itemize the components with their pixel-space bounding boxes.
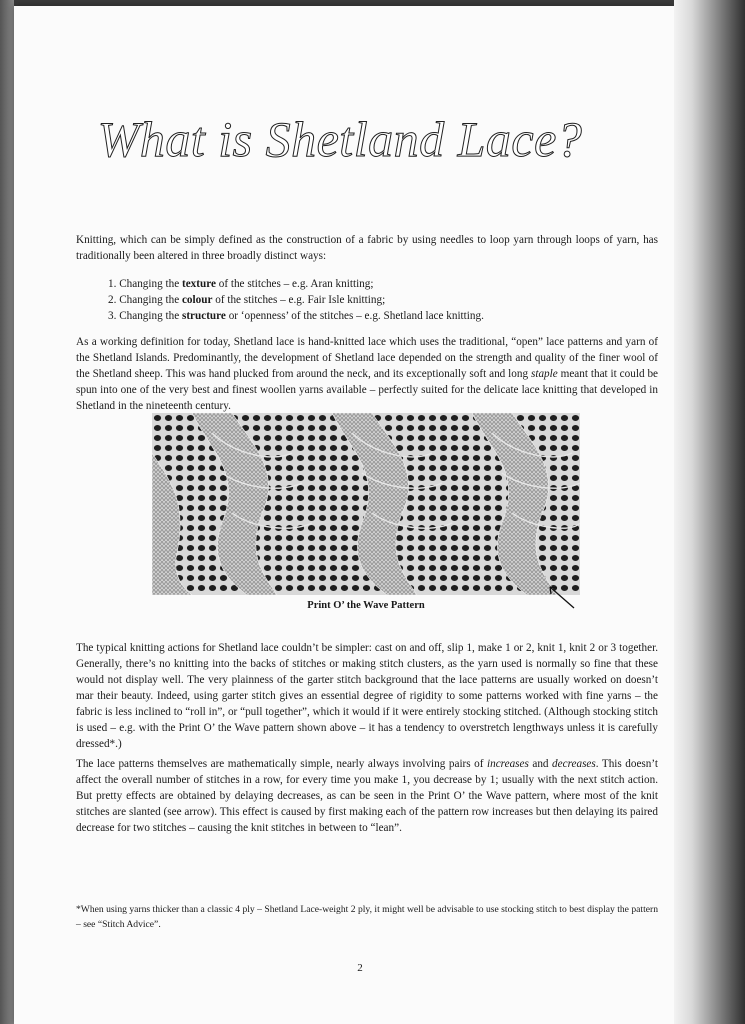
intro-paragraph: Knitting, which can be simply defined as the construction of a fabric by using needles to loop yarn through loops of yarn, has traditionally been altered in three broadly distinct ways: <box>76 234 658 262</box>
knitting-actions-paragraph: The typical knitting actions for Shetland lace couldn’t be simpler: cast on and off, slip 1, make 1 or 2, knit 1, knit 2 or 3 together. Generally, there’s no knitting into the backs of stitches or making stitch clusters, as the yarn used is normally so fine that these would not display well. The very plainness of the garter stitch background that the lace patterns are usually worked on doesn’t mar their beauty. Indeed, using garter stitch gives an essential degree of rigidity to some patterns worked with fine yarns – the fabric is less inclined to “roll in”, or “pull together”, which it would if it were entirely stocking stitched. (Although stocking stitch is used – e.g. with the Print O’ the Wave pattern shown above – it has a tendency to overstretch lengthways unless it is carefully dressed*.) <box>76 642 658 750</box>
figure-caption: Print O’ the Wave Pattern <box>307 600 425 611</box>
list-number: 2. <box>108 294 117 306</box>
book-spine-shadow <box>674 0 745 1024</box>
list-bold-term: structure <box>181 310 226 322</box>
list-item: 3. Changing the structure or ‘openness’ of the stitches – e.g. Shetland lace knitting. <box>108 310 484 322</box>
left-page-edge <box>0 0 14 1024</box>
list-bold-term: texture <box>181 278 216 290</box>
list-item: 2. Changing the colour of the stitches – e.g. Fair Isle knitting; <box>108 294 386 306</box>
lace-pattern-image <box>152 413 580 595</box>
list-item: 1. Changing the texture of the stitches – e.g. Aran knitting; <box>108 278 374 290</box>
definition-paragraph: As a working definition for today, Shetland lace is hand-knitted lace which uses the traditional, “open” lace patterns and yarn of the Shetland Islands. Predominantly, the development of Shetland lace depended on the strength and quality of the finer wool of the Shetland sheep. This was hand plucked from around the neck, and its exceptionally soft and long staple meant that it could be spun into one of the very best and finest woollen yarns available – perfectly suited for the delicate lace knitting that developed in Shetland in the nineteenth century. <box>76 336 658 412</box>
list-number: 3. <box>108 310 117 322</box>
page-title: What is Shetland Lace? <box>97 111 583 167</box>
methods-list <box>108 276 628 324</box>
page-number: 2 <box>357 962 363 974</box>
footnote: *When using yarns thicker than a classic 4 ply – Shetland Lace-weight 2 ply, it might well be advisable to use stocking stitch to best display the pattern – see “Stitch Advice”. <box>76 904 658 930</box>
list-number: 1. <box>108 278 117 290</box>
lace-pattern-photo <box>152 413 580 595</box>
lace-patterns-paragraph: The lace patterns themselves are mathematically simple, nearly always involving pairs of increases and decreases. This doesn’t affect the overall number of stitches in a row, for every time you make 1, you decrease by 1; usually with the next stitch action. But pretty effects are obtained by delaying decreases, as can be seen in the Print O’ the Wave pattern, where most of the knit stitches are slanted (see arrow). This effect is caused by first making each of the pattern row increases but then delaying its paired decrease for two stitches – causing the knit stitches in between to “lean”. <box>76 758 659 834</box>
list-bold-term: colour <box>181 294 213 306</box>
